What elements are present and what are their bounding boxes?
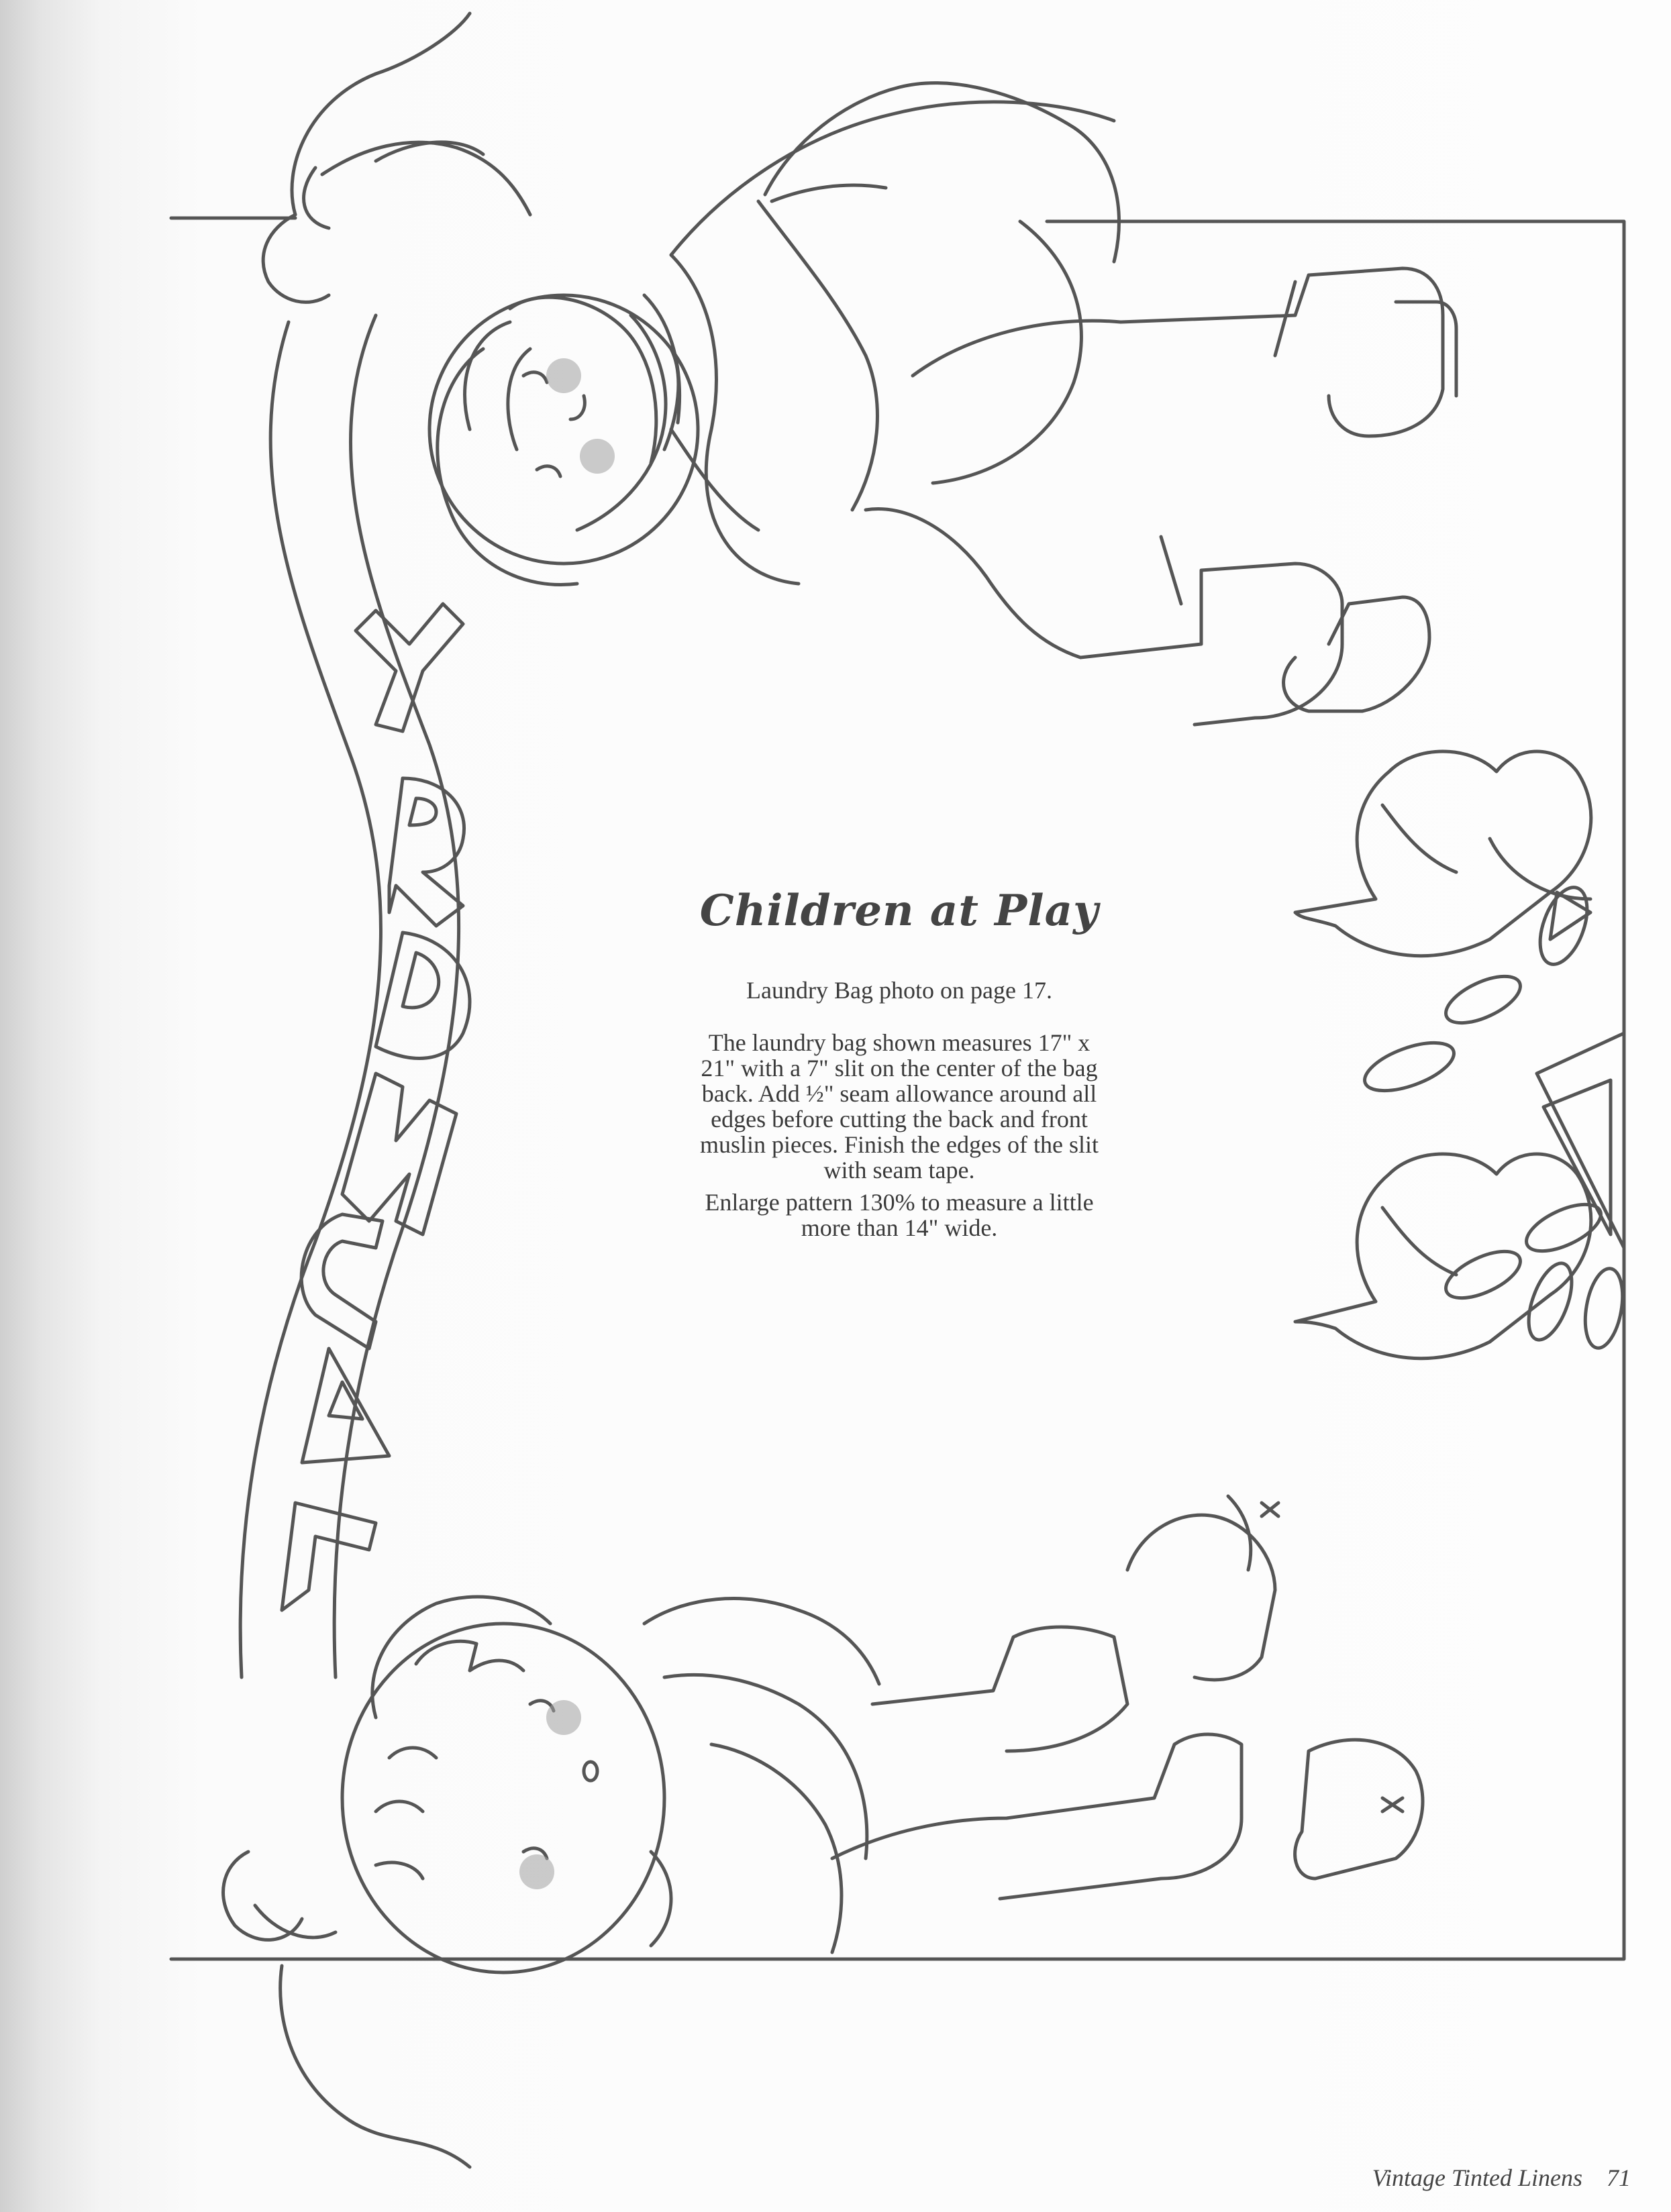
book-title: Vintage Tinted Linens bbox=[1372, 2164, 1582, 2191]
text-line: Enlarge pattern 130% to measure a little bbox=[705, 1189, 1094, 1216]
text-line: with seam tape. bbox=[823, 1157, 975, 1183]
photo-reference: Laundry Bag photo on page 17. bbox=[746, 977, 1052, 1004]
page-title: Children at Play bbox=[699, 886, 1099, 936]
text-line: more than 14" wide. bbox=[801, 1214, 998, 1241]
tulip-flowers bbox=[1295, 751, 1628, 1359]
girl-figure bbox=[263, 83, 1456, 725]
page-number: 71 bbox=[1607, 2164, 1631, 2191]
text-line: back. Add ½" seam allowance around all bbox=[701, 1080, 1097, 1107]
text-line: 21" with a 7" slit on the center of the bag bbox=[701, 1055, 1098, 1082]
laundry-banner-letters bbox=[282, 604, 470, 1610]
bag-measurements-paragraph bbox=[658, 1030, 1141, 1183]
boy-figure bbox=[223, 1496, 1423, 1972]
enlarge-instructions-paragraph bbox=[658, 1190, 1141, 1241]
pattern-instructions bbox=[658, 886, 1141, 1241]
page-footer bbox=[1372, 2164, 1631, 2192]
text-line: muslin pieces. Finish the edges of the slit bbox=[700, 1131, 1099, 1158]
text-line: The laundry bag shown measures 17" x bbox=[708, 1029, 1091, 1056]
text-line: edges before cutting the back and front bbox=[711, 1106, 1088, 1133]
laundry-banner-ribbon bbox=[240, 13, 470, 2167]
